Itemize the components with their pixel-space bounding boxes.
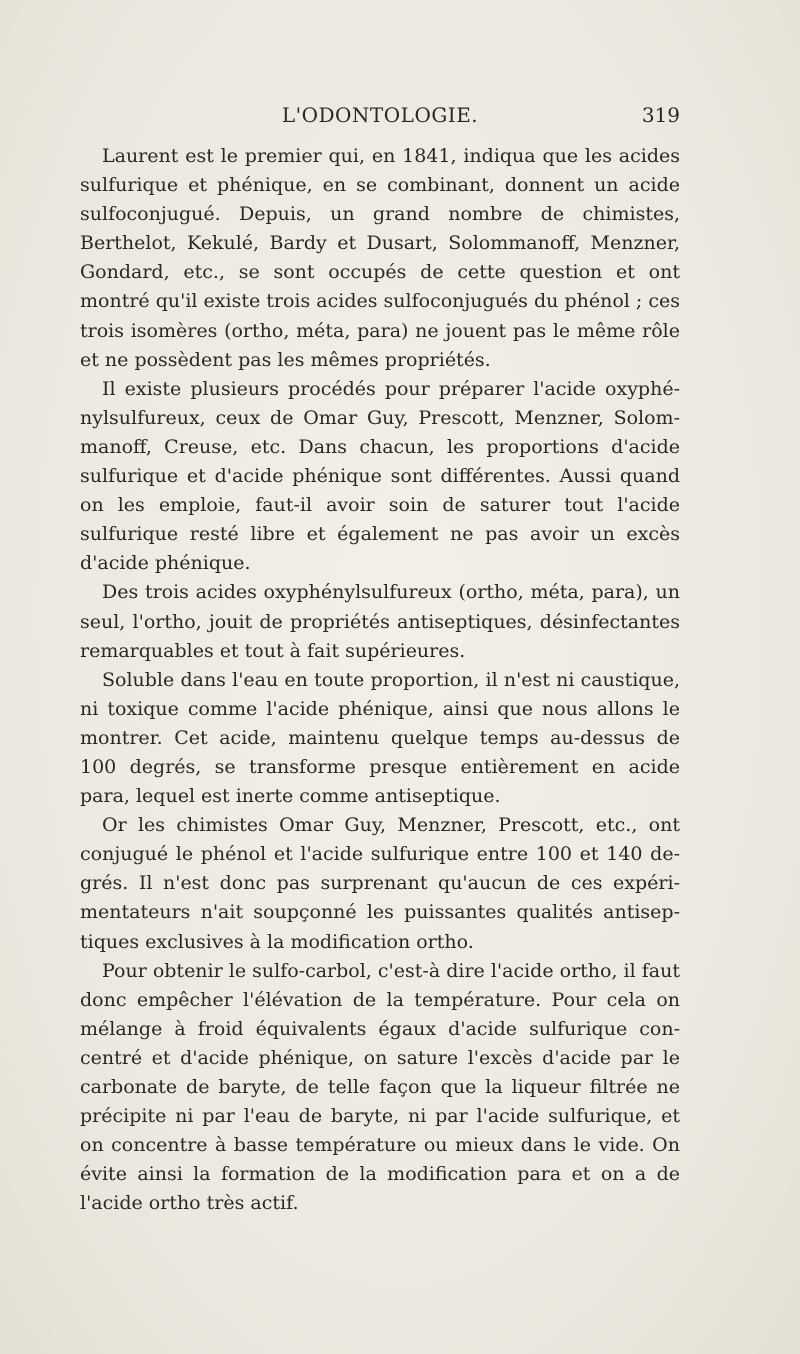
paragraph-trois-acides: Des trois acides oxyphénylsulfureux (ortho, méta, para), un seul, l'ortho, jouit de propriétés antiseptiques, désinfectantes remarquables et tout à fait supérieures. bbox=[80, 581, 680, 662]
paragraph-soluble: Soluble dans l'eau en toute proportion, il n'est ni caustique, ni toxique comme l'acide phénique, ainsi que nous allons le montrer. Cet acide, maintenu quelque temps au-dessus de 100 degrés, se transforme presque entièrement en acide para, lequel est inerte comme antiseptique. bbox=[80, 668, 680, 808]
body-text bbox=[80, 142, 680, 1218]
paragraph-obtenir: Pour obtenir le sulfo-carbol, c'est-à dire l'acide ortho, il faut donc empêcher l'élévation de la température. Pour cela on mélange à froid équivalents égaux d'acide sulfurique con- centré et d'acide phénique, on sature l'excès d'acide par le carbonate de baryte, de telle façon que la liqueur filtrée ne précipite ni par l'eau de baryte, ni par l'acide sulfurique, et on concentre à basse température ou mieux dans le vide. On évite ainsi la formation de la modification para et on a de l'acide ortho très actif. bbox=[80, 959, 680, 1215]
running-head bbox=[80, 101, 680, 129]
paragraph-procedes: Il existe plusieurs procédés pour préparer l'acide oxyphé- nylsulfureux, ceux de Omar Guy, Prescott, Menzner, Solom- manoff, Creuse, etc. Dans chacun, les proportions d'acide sulfurique et d'acide phénique sont différentes. Aussi quand on les emploie, faut-il avoir soin de saturer tout l'acide sulfurique resté libre et également ne pas avoir un excès d'acide phénique. bbox=[80, 377, 680, 575]
running-title: L'ODONTOLOGIE. bbox=[281, 103, 479, 127]
page-number: 319 bbox=[641, 103, 680, 127]
paragraph-chimistes: Or les chimistes Omar Guy, Menzner, Prescott, etc., ont conjugué le phénol et l'acide sulfurique entre 100 et 140 de- grés. Il n'est donc pas surprenant qu'aucun de ces expéri- mentateurs n'ait soupçonné les puissantes qualités antisep- tiques exclusives à la modification ortho. bbox=[80, 814, 680, 953]
paragraph-laurent: Laurent est le premier qui, en 1841, indiqua que les acides sulfurique et phénique, en se combinant, donnent un acide sulfoconjugué. Depuis, un grand nombre de chimistes, Berthelot, Kekulé, Bardy et Dusart, Solommanoff, Menzner, Gondard, etc., se sont occupés de cette question et ont montré qu'il existe trois acides sulfoconjugués du phénol ; ces trois isomères (ortho, méta, para) ne jouent pas le même rôle et ne possèdent pas les mêmes propriétés. bbox=[80, 145, 680, 371]
